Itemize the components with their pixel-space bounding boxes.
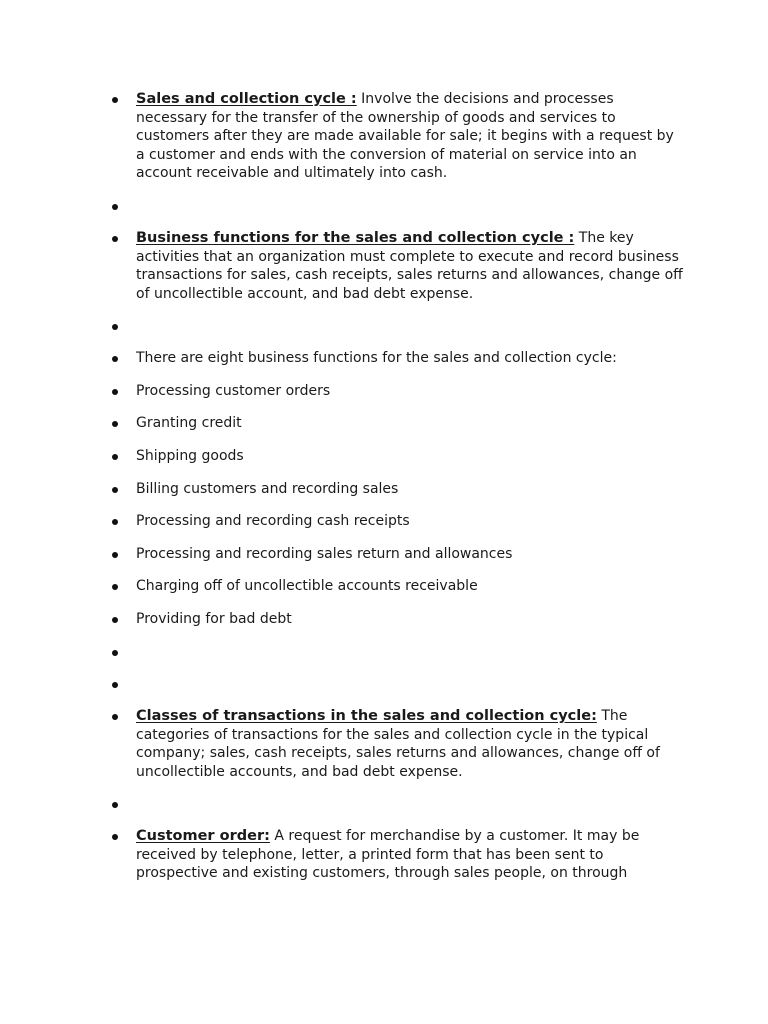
bullet-item-eight-functions-intro (136, 349, 684, 368)
term-heading: Business functions for the sales and collection cycle : (136, 230, 575, 246)
bullet-icon (112, 454, 118, 460)
bullet-icon (112, 204, 118, 210)
bullet-item-shipping-goods (136, 447, 684, 466)
bullet-item-sales-returns (136, 545, 684, 564)
item-text: Charging off of uncollectible accounts receivable (136, 578, 478, 594)
definition-text: Involve the decisions and processes necessary for the transfer of the ownership of goods and services to customers after they are made available for sale; it begins with a request by a customer and ends with the conversion of material on service into an account receivable and ultimately into cash. (136, 91, 674, 181)
term-heading: Sales and collection cycle : (136, 91, 357, 107)
bullet-icon (112, 487, 118, 493)
bullet-icon (112, 552, 118, 558)
bullet-item-customer-order (136, 827, 684, 883)
bullet-item-bad-debt (136, 610, 684, 629)
bullet-item-billing (136, 480, 684, 499)
bullet-icon (112, 682, 118, 688)
bullet-icon (112, 617, 118, 623)
bullet-item-charging-off (136, 577, 684, 596)
bullet-item-processing-orders (136, 382, 684, 401)
term-heading: Classes of transactions in the sales and collection cycle: (136, 708, 597, 724)
bullet-item-cash-receipts (136, 512, 684, 531)
term-heading: Customer order: (136, 828, 270, 844)
bullet-item-sales-collection-cycle (136, 90, 684, 183)
item-text: Processing and recording sales return and allowances (136, 546, 513, 562)
bullet-icon (112, 802, 118, 808)
definition-text: The categories of transactions for the sales and collection cycle in the typical company; sales, cash receipts, sales returns and allowances, change off of uncollectible accounts, and bad debt expense. (136, 708, 660, 780)
bullet-icon (112, 714, 118, 720)
item-text: Processing customer orders (136, 383, 331, 399)
bullet-icon (112, 519, 118, 525)
item-text: There are eight business functions for the sales and collection cycle: (136, 350, 617, 366)
item-text: Granting credit (136, 415, 242, 431)
definition-text: A request for merchandise by a customer. It may be received by telephone, letter, a printed form that has been sent to prospective and existing customers, through sales people, on through (136, 828, 640, 881)
definition-text: The key activities that an organization must complete to execute and record business transactions for sales, cash receipts, sales returns and allowances, change off of uncollectible account, and bad debt expense. (136, 230, 683, 302)
item-text: Shipping goods (136, 448, 244, 464)
bullet-icon (112, 584, 118, 590)
bullet-item-business-functions (136, 229, 684, 303)
item-text: Processing and recording cash receipts (136, 513, 410, 529)
bullet-icon (112, 97, 118, 103)
bullet-icon (112, 421, 118, 427)
bullet-item-granting-credit (136, 414, 684, 433)
bullet-icon (112, 236, 118, 242)
bullet-icon (112, 324, 118, 330)
bullet-icon (112, 356, 118, 362)
item-text: Providing for bad debt (136, 611, 292, 627)
bullet-icon (112, 834, 118, 840)
bullet-item-classes-of-transactions (136, 707, 684, 781)
bullet-icon (112, 389, 118, 395)
item-text: Billing customers and recording sales (136, 481, 399, 497)
bullet-icon (112, 650, 118, 656)
